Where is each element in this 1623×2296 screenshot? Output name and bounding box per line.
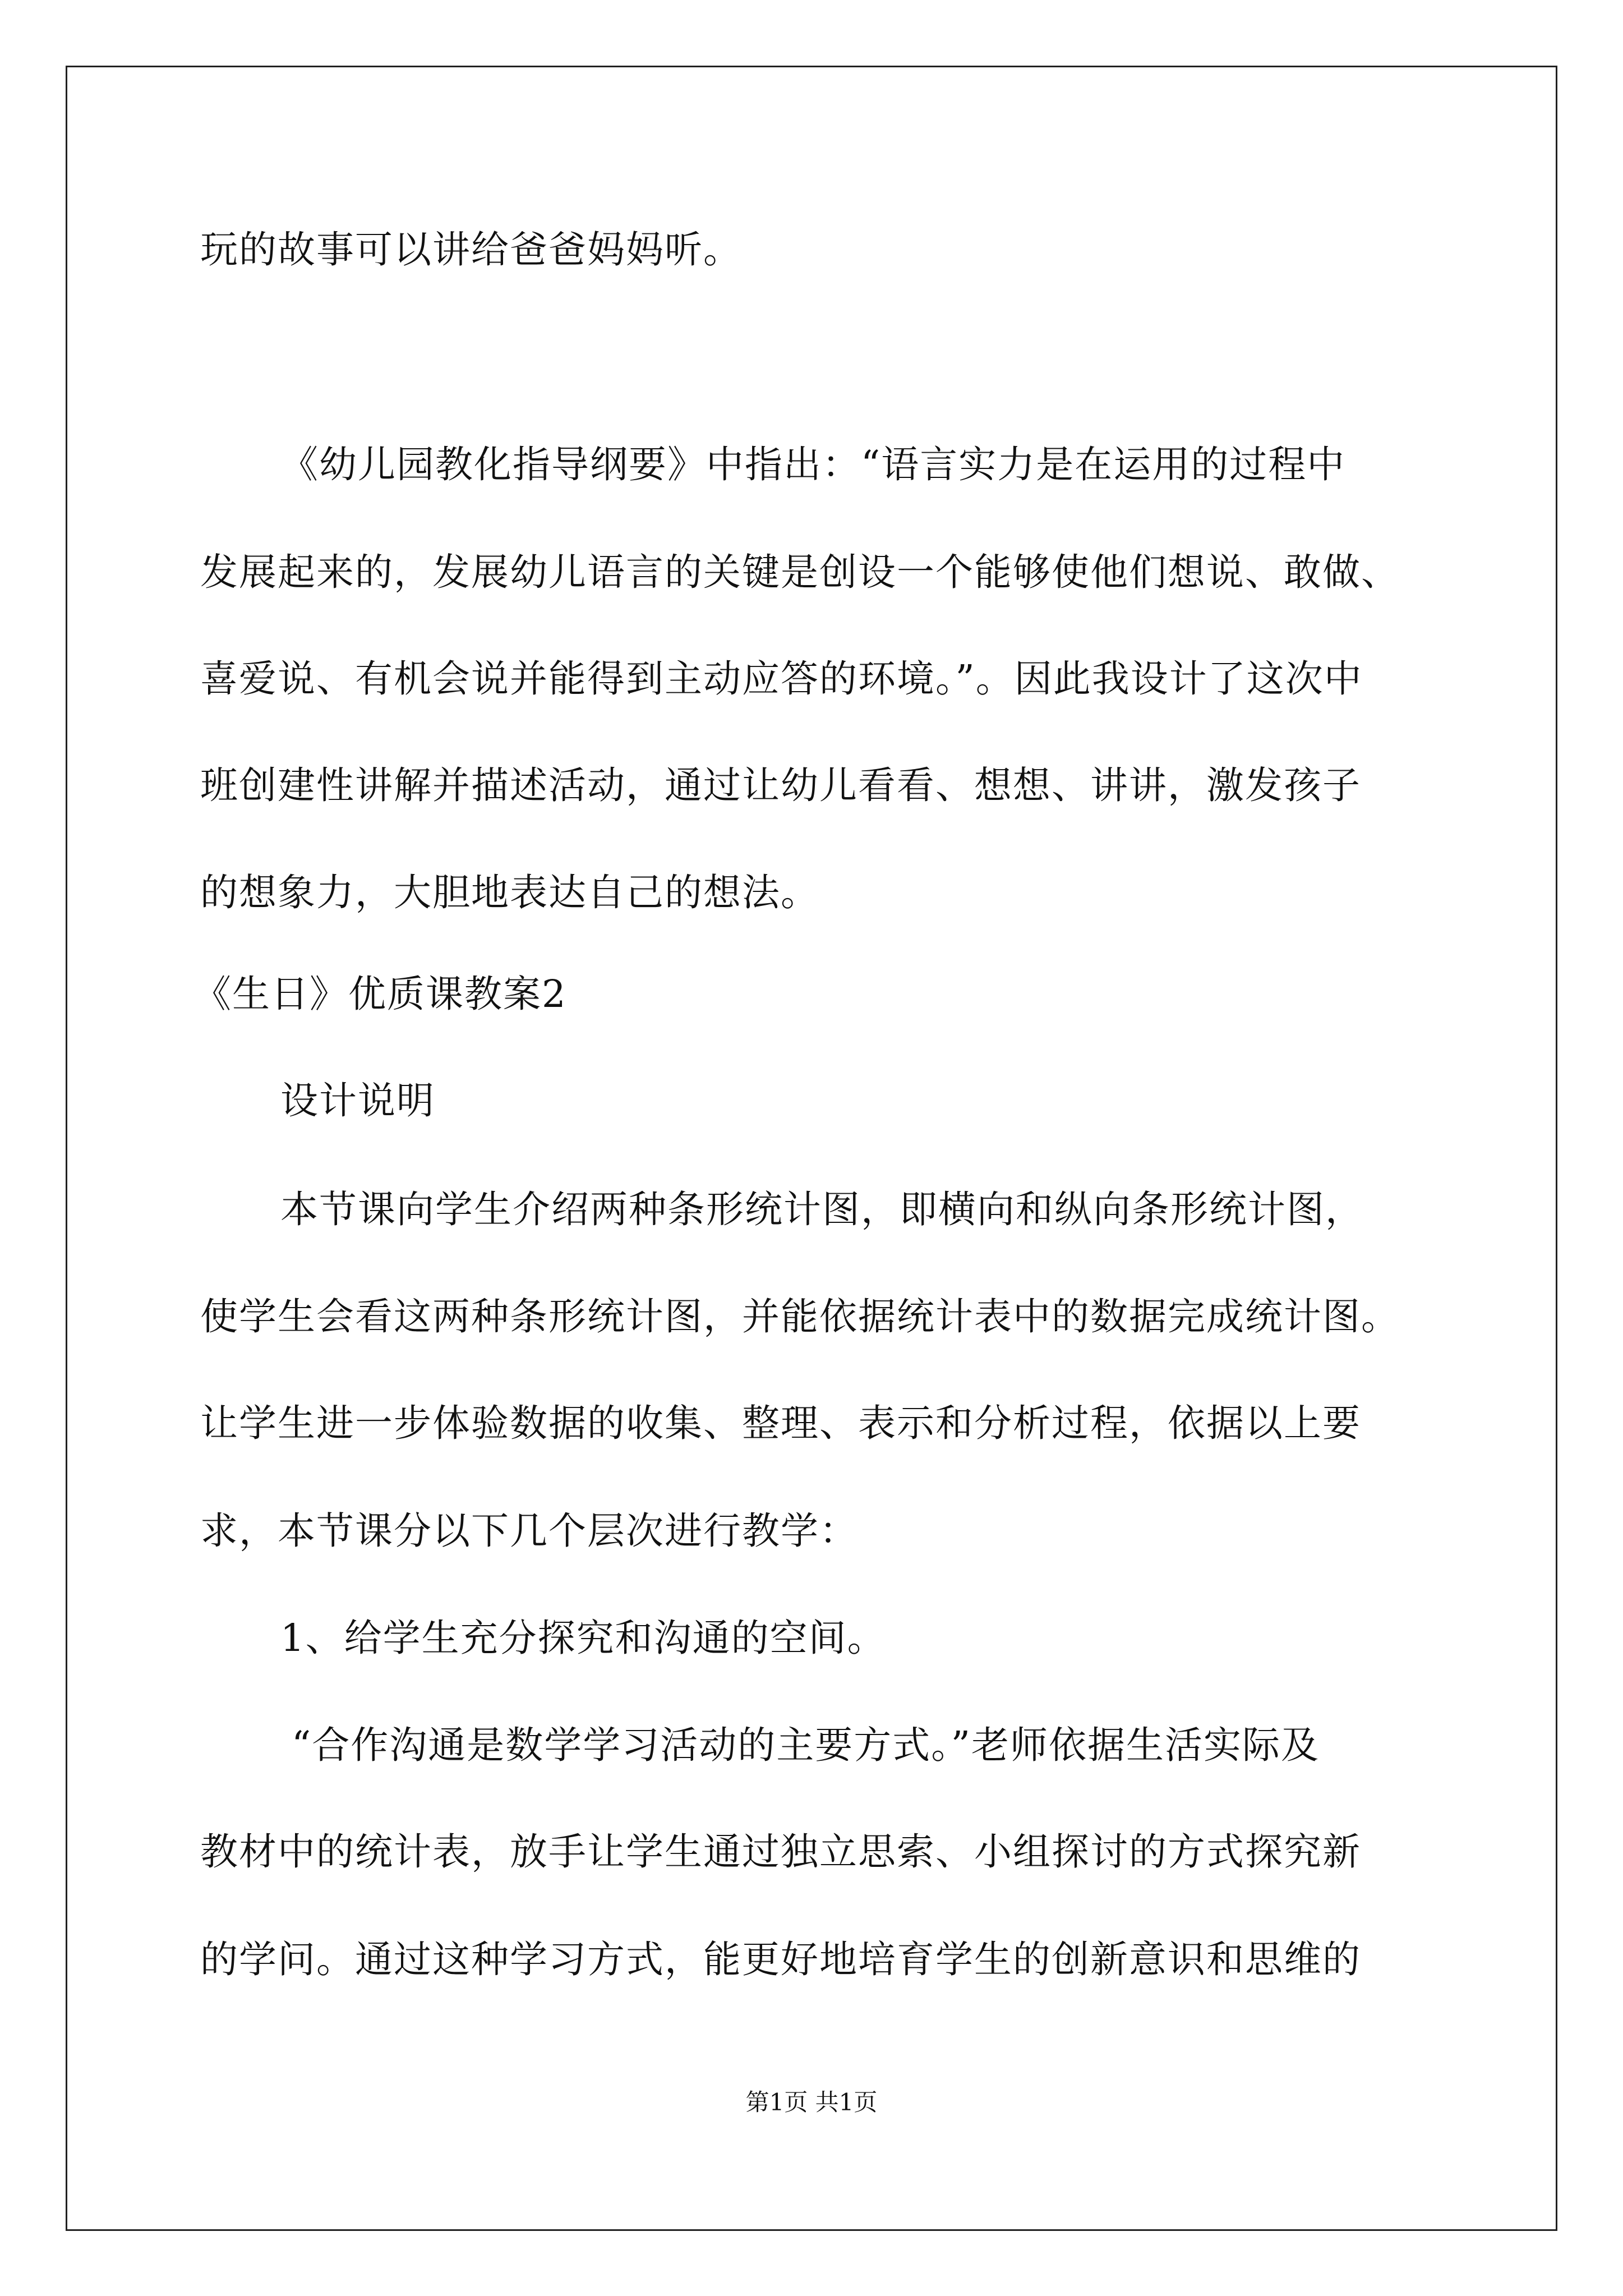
list-item: 1、给学生充分探究和沟通的空间。 (280, 1616, 886, 1660)
text-line: 本节课向学生介绍两种条形统计图，即横向和纵向条形统计图， (280, 1188, 1364, 1231)
text-line: “合作沟通是数学学习活动的主要方式。”老师依据生活实际及 (292, 1723, 1320, 1767)
text-line: 喜爱说、有机会说并能得到主动应答的环境。”。因此我设计了这次中 (200, 657, 1363, 701)
text-line: 发展起来的，发展幼儿语言的关键是创设一个能够使他们想说、敢做、 (200, 550, 1400, 594)
text-line: 玩的故事可以讲给爸爸妈妈听。 (200, 228, 742, 272)
text-line: 教材中的统计表，放手让学生通过独立思索、小组探讨的方式探究新 (200, 1830, 1361, 1874)
text-line: 《幼儿园教化指导纲要》中指出：“语言实力是在运用的过程中 (280, 443, 1346, 486)
page-border (66, 66, 1557, 2231)
text-line: 让学生进一步体验数据的收集、整理、表示和分析过程，依据以上要 (200, 1401, 1361, 1445)
section-subtitle: 设计说明 (280, 1079, 435, 1122)
section-title: 《生日》优质课教案2 (193, 972, 567, 1016)
text-line: 班创建性讲解并描述活动，通过让幼儿看看、想想、讲讲，激发孩子 (200, 763, 1361, 807)
text-line: 的学问。通过这种学习方式，能更好地培育学生的创新意识和思维的 (200, 1938, 1361, 1981)
text-line: 使学生会看这两种条形统计图，并能依据统计表中的数据完成统计图。 (200, 1295, 1400, 1338)
page-footer: 第1页 共1页 (745, 2088, 878, 2116)
text-line: 求，本节课分以下几个层次进行教学： (200, 1509, 858, 1553)
text-line: 的想象力，大胆地表达自己的想法。 (200, 871, 819, 914)
